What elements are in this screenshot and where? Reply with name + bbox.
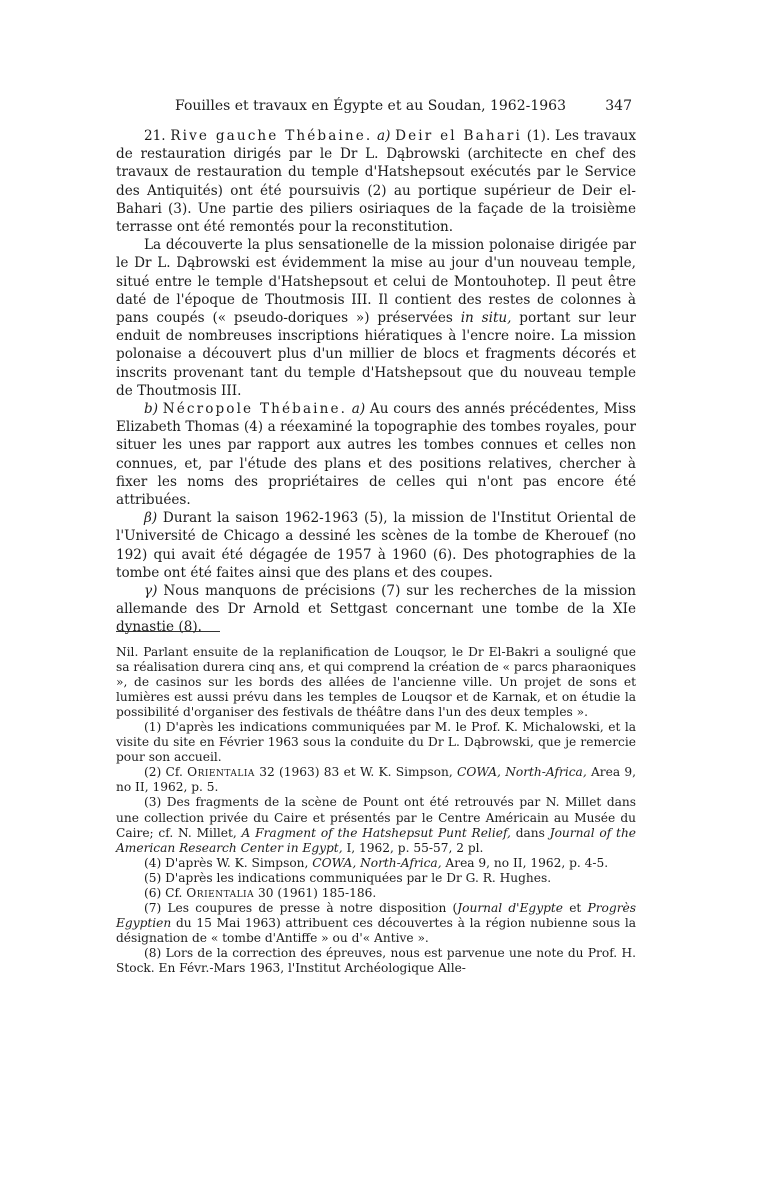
footnote-text: (6) Cf. [144, 885, 187, 900]
journal-name: Orientalia [187, 765, 255, 780]
italic-title: COWA, North-Africa, [312, 855, 442, 870]
footnote-text: 32 (1963) 83 et W. K. Simpson, [254, 765, 458, 780]
italic-title: Journal of the American Research Center in Egypt, [116, 825, 637, 855]
page-number: 347 [605, 98, 632, 114]
footnote-text: (2) Cf. [144, 765, 188, 780]
footnote-8: (8) Lors de la correction des épreuves, nous est parvenue une note du Prof. H. Stock. En Févr.-Mars 1963, l'Institut Archéologique Alle- [116, 945, 636, 975]
section-heading: Rive gauche Thébaine. [170, 128, 373, 144]
italic-title: A Fragment of the Hatshepsut Punt Relief, [241, 825, 511, 840]
footnote-text: et [563, 900, 588, 915]
paragraph-text: Les travaux de restauration dirigés par le Dr L. Dąbrowski (architecte en chef des travaux de restauration du temple d'Hatshepsout exécutés par le Service des Antiquités) ont été poursuivis (2) au portique supérieur de Deir el-Bahari (3). Une partie des piliers osiriaques de la façade de la troisième terrasse ont été remontés pour la reconstitution. [116, 128, 637, 236]
footnote-text: I, 1962, p. 55-57, 2 pl. [342, 840, 484, 855]
subsection-marker: a) [377, 128, 391, 144]
subsection-heading: Nécropole Thébaine. [162, 401, 348, 418]
italic-title: COWA, North-Africa, [457, 765, 587, 780]
paragraph-deir-el-bahari [116, 127, 636, 236]
paragraph-text: Nous manquons de précisions (7) sur les recherches de la mission allemande des Dr Arnold et Settgast concernant une tombe de la XIe dynastie (8). [116, 583, 636, 636]
item-marker: a) [351, 401, 366, 418]
section-number: 21. [144, 128, 166, 144]
paragraph-text: Durant la saison 1962-1963 (5), la mission de l'Institut Oriental de l'Université de Chicago a dessiné les scènes de la tombe de Kherouef (no 192) qui avait été dégagée de 1957 à 1960 (6). Des photographies de la tombe ont été faites ainsi que des plans et des coupes. [116, 510, 636, 581]
italic-title: Journal d'Egypte [457, 900, 564, 915]
footnote-text: Area 9, no II, 1962, p. 5. [116, 765, 637, 795]
footnote-6 [116, 886, 636, 901]
footnote-ref: (1). [526, 128, 551, 144]
footnote-4 [116, 856, 636, 871]
footnote-text: dans [510, 825, 550, 840]
footnote-continuation: Nil. Parlant ensuite de la replanification de Louqsor, le Dr El-Bakri a souligné que sa réalisation durera cinq ans, et qui comprend la création de « parcs pharaoniques », de casinos sur les bords des allées de l'ancienne ville. Un projet de sons et lumières est aussi prévu dans les temples de Louqsor et de Karnak, et on étudie la possibilité d'organiser des festivals de théâtre dans l'un des deux temples ». [116, 645, 636, 720]
main-text [116, 127, 636, 637]
italic-term: in situ, [460, 310, 512, 327]
journal-name: Orientalia [186, 885, 255, 900]
subsection-marker: b) [144, 401, 159, 418]
italic-title: Progrès Egyptien [116, 900, 636, 930]
paragraph-text: La découverte la plus sensationelle de la mission polonaise dirigée par le Dr L. Dąbrowski est évidemment la mise au jour d'un nouveau temple, situé entre le temple d'Hatshepsout et celui de Montouhotep. Il peut être daté de l'époque de Thoutmosis III. Il contient des restes de colonnes à pans coupés (« pseudo-doriques ») préservées [116, 237, 636, 327]
footnote-7 [116, 901, 636, 946]
footnotes [116, 645, 636, 976]
footnote-5: (5) D'après les indications communiquées par le Dr G. R. Hughes. [144, 870, 552, 885]
subsection-heading: Deir el Bahari [395, 128, 522, 144]
paragraph-necropole [116, 400, 636, 509]
paragraph-chicago-mission [116, 509, 636, 582]
footnote-2 [116, 765, 636, 795]
footnote-text: 30 (1961) 185-186. [254, 885, 377, 900]
paragraph-text: Au cours des annés précédentes, Miss Elizabeth Thomas (4) a réexaminé la topographie des tombes royales, pour situer les unes par rapport aux autres les tombes connues et celles non connues, et, par l'étude des plans et des positions relatives, chercher à fixer les noms des propriétaires de celles qui n'ont pas encore été attribuées. [116, 401, 636, 509]
footnote-text: (3) Des fragments de la scène de Pount ont été retrouvés par N. Millet dans une collection privée du Caire et présentés par le Centre Américain au Musée du Caire; cf. N. Millet, [116, 795, 636, 840]
item-marker: β) [144, 510, 158, 527]
running-title: Fouilles et travaux en Égypte et au Soudan, 1962-1963 [175, 98, 566, 114]
paragraph-text: portant sur leur enduit de nombreuses inscriptions hiératiques à l'encre noire. La mission polonaise a découvert plus d'un millier de blocs et fragments décorés et inscrits provenant tant du temple d'Hatshepsout que du nouveau temple de Thoutmosis III. [116, 310, 637, 399]
paragraph-new-temple [116, 236, 636, 400]
footnote-text: (7) Les coupures de presse à notre disposition ( [144, 900, 458, 915]
footnote-text: (4) D'après W. K. Simpson, [144, 855, 313, 870]
footnote-text: du 15 Mai 1963) attribuent ces découvertes à la région nubienne sous la désignation de « tombe d'Antiffe » ou d'« Antive ». [116, 915, 636, 945]
footnote-divider [116, 631, 220, 632]
item-marker: γ) [144, 583, 158, 600]
footnote-text: Area 9, no II, 1962, p. 4-5. [441, 855, 609, 870]
footnote-1: (1) D'après les indications communiquées par M. le Prof. K. Michalowski, et la visite du site en Février 1963 sous la conduite du Dr L. Dąbrowski, que je remercie pour son accueil. [116, 720, 636, 765]
footnote-3 [116, 795, 636, 855]
paragraph-german-mission [116, 582, 636, 637]
